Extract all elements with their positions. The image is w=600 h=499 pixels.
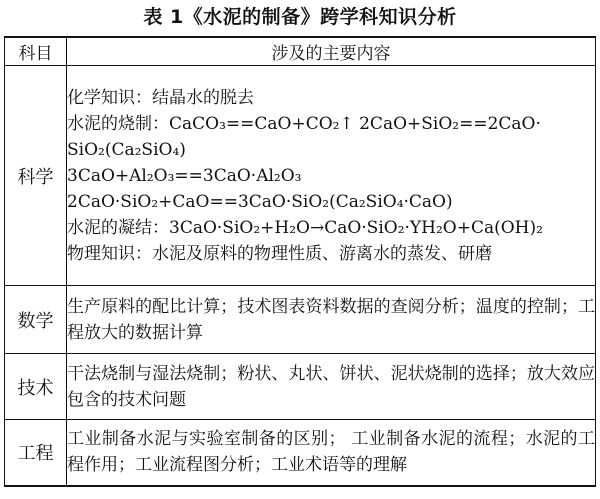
table-title: 表 1《水泥的制备》跨学科知识分析 — [143, 6, 457, 28]
subject-cell: 科学 — [5, 66, 67, 286]
table-row-tech — [5, 354, 596, 420]
science-line: 水泥的凝结：3CaO·SiO₂+H₂O→CaO·SiO₂·YH₂O+Ca(OH)₂ — [67, 217, 543, 238]
content-cell — [67, 66, 596, 286]
table-row-science — [5, 66, 596, 286]
table-row-engineering — [5, 420, 596, 486]
science-line: 物理知识：水泥及原料的物理性质、游离水的蒸发、研磨 — [67, 243, 492, 264]
engineering-content: 工业制备水泥与实验室制备的区别； 工业制备水泥的流程；水泥的工程作用；工业流程图分析；工业术语等的理解 — [67, 429, 595, 476]
content-cell — [67, 286, 596, 354]
science-line: 化学知识：结晶水的脱去 — [67, 87, 254, 108]
science-line: SiO₂(Ca₂SiO₄) — [67, 139, 186, 160]
header-subject: 科目 — [5, 37, 67, 66]
science-line: 3CaO+Al₂O₃==3CaO·Al₂O₃ — [67, 165, 302, 186]
subject-cell: 数学 — [5, 286, 67, 354]
science-line: 水泥的烧制：CaCO₃==CaO+CO₂↑ 2CaO+SiO₂==2CaO· — [67, 113, 541, 134]
content-cell — [67, 420, 596, 486]
science-line: 2CaO·SiO₂+CaO==3CaO·SiO₂(Ca₂SiO₄·CaO) — [67, 191, 453, 212]
tech-content: 干法烧制与湿法烧制；粉状、丸状、饼状、泥状烧制的选择；放大效应包含的技术问题 — [67, 363, 595, 410]
math-content: 生产原料的配比计算；技术图表资料数据的查阅分析；温度的控制；工程放大的数据计算 — [67, 296, 595, 343]
knowledge-table — [4, 36, 596, 487]
subject-cell: 工程 — [5, 420, 67, 486]
table-row-math — [5, 286, 596, 354]
header-row — [5, 37, 596, 66]
header-content: 涉及的主要内容 — [67, 37, 596, 66]
subject-cell: 技术 — [5, 354, 67, 420]
content-cell — [67, 354, 596, 420]
